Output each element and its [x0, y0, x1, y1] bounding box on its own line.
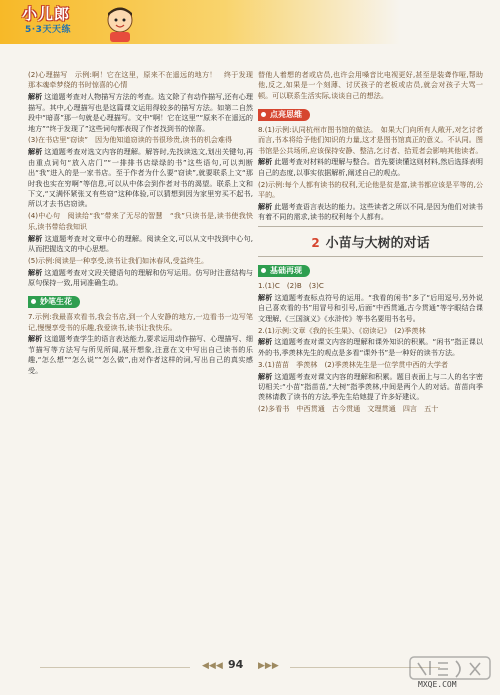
analysis-label: 解析 — [28, 334, 43, 344]
analysis-label: 解析 — [28, 92, 43, 102]
analysis-text: 此题考查对材料的理解与整合。首先要读懂这则材料,然后选择表明自己的态度,以事实依据解析,阐述自己的观点。 — [258, 157, 483, 177]
analysis-paragraph — [258, 337, 483, 358]
bullet-icon — [31, 299, 36, 304]
double-left-arrow-icon: ◀◀◀ — [202, 661, 223, 671]
analysis-text: 这道题考查对课文内容的理解和积累。题目表面上与二人的名字密切相关:“小苗”指苗苗,“大树”指季羡林,中间是两个人的对话。苗苗向季羡林请教了读书的方法,季先生给她提了许多好建议。 — [258, 371, 484, 402]
left-column — [28, 70, 253, 378]
brand-title: 小儿郎 — [22, 5, 71, 23]
right-column — [258, 70, 483, 416]
answer-text: 替他人着想的者或店员,也许会用嗓音比电视更好,甚至是装聋作哑,帮助他,反之,如果是一个刻薄、讨厌孩子的老板或店员,就会对孩子大骂一顿。可以联系生活实际,谈谈自己的想法。 — [258, 70, 483, 100]
analysis-label: 解析 — [258, 337, 273, 347]
bullet-icon — [261, 112, 266, 117]
analysis-label: 解析 — [258, 202, 273, 212]
analysis-text: 此题考查语言表达的能力。这些读者之所以不同,是因为他们对读书有着不同的需求,读书的权利每个人都有。 — [258, 202, 483, 222]
section-tag-label: 妙笔生花 — [40, 297, 72, 307]
analysis-text: 这道题考查对文段关键语句的理解和仿写运用。仿写时注意结构与原句保持一致,用词准确生动。 — [28, 267, 254, 288]
cartoon-boy-icon — [92, 2, 148, 42]
section-tag-label: 点亮思维 — [270, 109, 302, 119]
analysis-paragraph — [258, 202, 483, 223]
analysis-label: 解析 — [258, 157, 273, 167]
divider — [258, 256, 483, 257]
section-tag-label: 基础再现 — [270, 265, 302, 275]
page-number: 94 — [228, 658, 244, 671]
answer-text: 2.(1)示例:文章《我的长生果》、《窃读记》 (2)季羡林 — [258, 325, 426, 335]
analysis-paragraph — [258, 157, 483, 178]
answer-text: 8.(1)示例:认同杭州市图书馆的做法。 如果大门向所有人敞开,对乞讨者而言,书本将给予他们知识的力量,这才是图书馆真正的意义。不认同。图书馆是公共场所,应该保持安静、整洁,乞讨者、拾荒者会影响其他读者。 — [258, 124, 483, 155]
answer-text: (2)示例:每个人都有读书的权利,无论他是贫是富,读书都应该是平等的,公平的。 — [258, 179, 483, 200]
analysis-paragraph — [28, 92, 253, 134]
publisher-logo — [22, 5, 92, 41]
analysis-text: 这道题考查对选文内容的理解。解答时,先找读选文,划出关键句,再由重点词句“放入店门”“一排排书店绿绿的书”这些语句,可以判断出“我”进入的是一家书店。至于作者为什么要“窃读”,就要联系上文“那时我也实在穷啊”等信息,可以从中体会到作者对书的渴望。联系上文和下文,“又满怀紧张又有些窃”这种体验,可以猜想到因为家里穷买不起书,所以才去书店窃读。 — [28, 147, 254, 209]
analysis-paragraph — [258, 293, 483, 324]
analysis-text: 这道题考查对人物描写方法的考查。选文除了有动作描写,还有心理描写。其中,心理描写也是这篇课文运用得较多的描写方法。如第二自然段中“暗喜”那一句就是心理描写。文中“啊！它在这里”“原来不在遥远的地方”“终于发现了”这些词句都表现了作者找到书的惊喜。 — [28, 92, 253, 133]
answer-text: 3.(1)苗苗 季羡林 (2)季羡林先生是一位学贯中西的大学者 — [258, 359, 449, 369]
answer-text: (2)心理描写 示例:啊！它在这里，原来不在遥远的地方！ 终于发现那本魂牵梦绕的书时惊喜的心情 — [28, 70, 253, 90]
series-title: 5·3天天练 — [25, 25, 71, 35]
lesson-title: 小苗与大树的对话 — [325, 235, 430, 251]
analysis-text: 这道题考查对课文内容的理解和课外知识的积累。“闲书”指正课以外的书,季羡林先生的观点是多看“课外书”是一种好的读书方法。 — [258, 337, 483, 357]
analysis-text: 这道题考查对文章中心的理解。阅读全文,可以从文中找到中心句,从而把握选文的中心思想。 — [28, 233, 254, 253]
answer-text: (3)在书店里“窃读” 因为他知道窃读的书很珍贵,读书的机会难得 — [28, 135, 233, 145]
answer-text: (4)中心句 阅读给“我”带来了无尽的智慧 “我”只读书是,读书使我快乐,读书带给我知识 — [28, 211, 253, 231]
section-tag-writing — [28, 296, 80, 308]
lesson-number: 2 — [311, 235, 320, 250]
analysis-text: 这道题考查标点符号的运用。“我看的闲书”多了“后用逗号,另外说自己喜欢看的书”用冒号和引号,后面“中西贯通,古今贯通”等字眼结合课文理解,《三国演义》《水浒传》等书名要用书名号。 — [258, 292, 483, 323]
analysis-text: 这道题考查学生的语言表达能力,要求运用动作描写、心理描写、细节描写等方法写与所见所闻,展开想象,注意在文中写出自己读书的乐趣,“怎么想”“怎么说”“怎么做”,由对作者这样的词,写出自己的真实感受。 — [28, 334, 253, 375]
divider — [258, 226, 483, 227]
answer-text: 7.示例:我最喜欢看书,我会书店,到一个人安静的地方,一边看书一边写笔记,慢慢享受书的乐趣,我爱读书,读书让我快乐。 — [28, 312, 253, 332]
answer-text: 1.(1)C (2)B (3)C — [258, 280, 324, 290]
analysis-label: 解析 — [258, 292, 273, 302]
analysis-paragraph — [258, 372, 483, 403]
answer-text: (2)多看书 中西贯通 古今贯通 文理贯通 四言 五十 — [258, 404, 439, 414]
analysis-paragraph — [28, 334, 253, 376]
analysis-label: 解析 — [258, 371, 273, 381]
analysis-label: 解析 — [28, 267, 43, 277]
footer-rule — [40, 667, 190, 668]
analysis-label: 解析 — [28, 147, 43, 157]
section-tag-basics — [258, 265, 310, 277]
analysis-paragraph — [28, 268, 253, 289]
section-tag-thinking — [258, 109, 310, 121]
lesson-heading — [258, 235, 483, 252]
bullet-icon — [261, 268, 266, 273]
analysis-paragraph — [28, 234, 253, 255]
answer-text: (5)示例:阅读是一种享受,读书让我们如沐春风,受益终生。 — [28, 255, 209, 265]
watermark-text: MXQE.COM — [418, 680, 457, 689]
analysis-label: 解析 — [28, 233, 43, 243]
analysis-paragraph — [28, 147, 253, 209]
double-right-arrow-icon: ▶▶▶ — [258, 661, 279, 671]
